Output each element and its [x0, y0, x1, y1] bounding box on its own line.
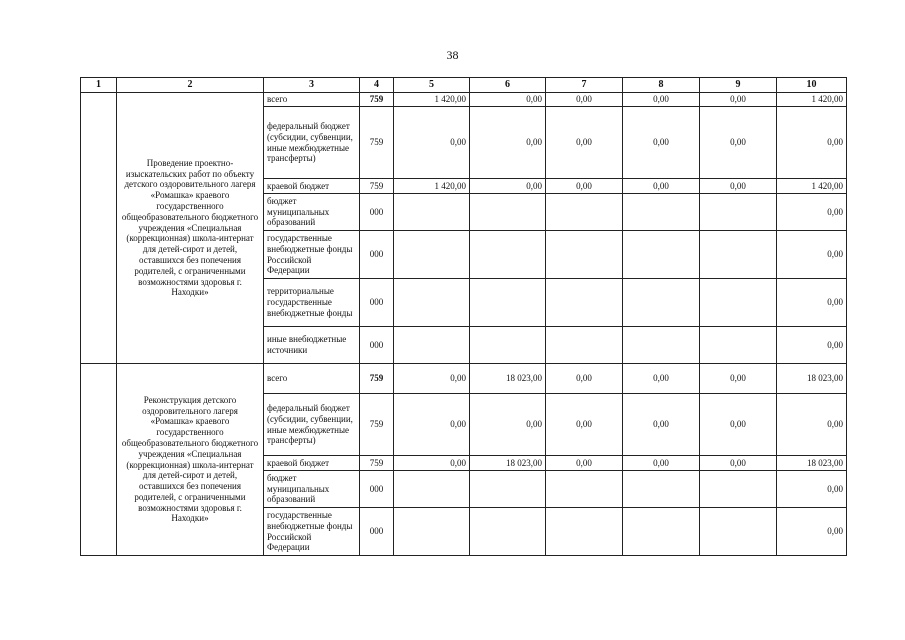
- header-cell: 9: [700, 78, 777, 93]
- value-10: 18 023,00: [777, 456, 847, 471]
- header-cell: 7: [546, 78, 623, 93]
- value-10: 0,00: [777, 471, 847, 508]
- budget-code: 759: [360, 107, 394, 179]
- funding-source: федеральный бюджет (субсидии, субвенции, иные межбюджетные трансферты): [264, 107, 360, 179]
- budget-code: 759: [360, 394, 394, 456]
- value-7: 0,00: [546, 456, 623, 471]
- value-10: 1 420,00: [777, 179, 847, 194]
- value-6: [470, 279, 546, 327]
- value-8: [623, 194, 700, 231]
- value-8: 0,00: [623, 107, 700, 179]
- value-8: [623, 327, 700, 364]
- group-description: Проведение проектно-изыскательских работ по объекту детского оздоровительного лагеря «Ромашка» краевого государственного общеобразовательного бюджетного учреждения «Специальная (коррекционная) школа-интернат для детей-сирот и детей, оставшихся без попечения родителей, с ограниченными возможностями здоровья г. Находки»: [117, 93, 264, 364]
- value-7: 0,00: [546, 107, 623, 179]
- value-7: [546, 194, 623, 231]
- funding-source: территориальные государственные внебюджетные фонды: [264, 279, 360, 327]
- value-8: 0,00: [623, 179, 700, 194]
- value-9: [700, 279, 777, 327]
- value-8: [623, 279, 700, 327]
- value-6: 0,00: [470, 93, 546, 107]
- value-5: 0,00: [394, 364, 470, 394]
- value-9: 0,00: [700, 107, 777, 179]
- funding-source: всего: [264, 93, 360, 107]
- value-7: [546, 327, 623, 364]
- value-7: [546, 508, 623, 556]
- value-9: [700, 231, 777, 279]
- value-6: [470, 327, 546, 364]
- budget-code: 000: [360, 508, 394, 556]
- value-10: 1 420,00: [777, 93, 847, 107]
- value-5: [394, 327, 470, 364]
- value-9: 0,00: [700, 364, 777, 394]
- group-description: Реконструкция детского оздоровительного лагеря «Ромашка» краевого государственного общеобразовательного бюджетного учреждения «Специальная (коррекционная) школа-интернат для детей-сирот и детей, оставшихся без попечения родителей, с ограниченными возможностями здоровья г. Находки»: [117, 364, 264, 556]
- value-5: 0,00: [394, 107, 470, 179]
- budget-code: 759: [360, 456, 394, 471]
- row-number-cell: [81, 364, 117, 556]
- header-cell: 1: [81, 78, 117, 93]
- value-9: [700, 471, 777, 508]
- value-7: 0,00: [546, 93, 623, 107]
- funding-source: федеральный бюджет (субсидии, субвенции, иные межбюджетные трансферты): [264, 394, 360, 456]
- header-cell: 5: [394, 78, 470, 93]
- header-cell: 2: [117, 78, 264, 93]
- value-9: 0,00: [700, 394, 777, 456]
- value-5: 1 420,00: [394, 179, 470, 194]
- budget-code: 759: [360, 364, 394, 394]
- funding-source: всего: [264, 364, 360, 394]
- value-5: [394, 194, 470, 231]
- funding-source: краевой бюджет: [264, 456, 360, 471]
- value-9: [700, 194, 777, 231]
- page-number: 38: [446, 48, 459, 62]
- value-5: [394, 508, 470, 556]
- value-10: 0,00: [777, 394, 847, 456]
- header-cell: 8: [623, 78, 700, 93]
- header-cell: 4: [360, 78, 394, 93]
- value-8: [623, 471, 700, 508]
- value-8: 0,00: [623, 394, 700, 456]
- value-8: 0,00: [623, 93, 700, 107]
- value-10: 0,00: [777, 327, 847, 364]
- row-number-cell: [81, 93, 117, 364]
- funding-source: иные внебюджетные источники: [264, 327, 360, 364]
- table-row: [81, 93, 847, 107]
- value-9: [700, 327, 777, 364]
- value-9: 0,00: [700, 179, 777, 194]
- header-cell: 6: [470, 78, 546, 93]
- budget-code: 000: [360, 194, 394, 231]
- value-7: 0,00: [546, 179, 623, 194]
- value-8: 0,00: [623, 364, 700, 394]
- value-7: [546, 279, 623, 327]
- value-10: 0,00: [777, 107, 847, 179]
- value-5: [394, 279, 470, 327]
- header-row: [81, 78, 847, 93]
- header-cell: 3: [264, 78, 360, 93]
- value-5: 0,00: [394, 456, 470, 471]
- value-10: 0,00: [777, 508, 847, 556]
- value-9: 0,00: [700, 93, 777, 107]
- table-row: [81, 364, 847, 394]
- value-6: 0,00: [470, 394, 546, 456]
- value-10: 18 023,00: [777, 364, 847, 394]
- value-7: 0,00: [546, 394, 623, 456]
- value-6: [470, 471, 546, 508]
- value-6: [470, 508, 546, 556]
- value-7: [546, 471, 623, 508]
- value-8: [623, 508, 700, 556]
- budget-code: 000: [360, 327, 394, 364]
- value-8: [623, 231, 700, 279]
- value-6: 18 023,00: [470, 364, 546, 394]
- value-5: 1 420,00: [394, 93, 470, 107]
- value-8: 0,00: [623, 456, 700, 471]
- value-5: 0,00: [394, 394, 470, 456]
- funding-source: государственные внебюджетные фонды Российской Федерации: [264, 508, 360, 556]
- funding-source: государственные внебюджетные фонды Российской Федерации: [264, 231, 360, 279]
- budget-code: 000: [360, 279, 394, 327]
- value-6: [470, 231, 546, 279]
- funding-source: бюджет муниципальных образований: [264, 194, 360, 231]
- funding-source: краевой бюджет: [264, 179, 360, 194]
- budget-table: [80, 77, 847, 556]
- value-7: [546, 231, 623, 279]
- value-9: 0,00: [700, 456, 777, 471]
- value-5: [394, 471, 470, 508]
- value-6: 0,00: [470, 107, 546, 179]
- value-6: [470, 194, 546, 231]
- value-6: 18 023,00: [470, 456, 546, 471]
- budget-code: 000: [360, 471, 394, 508]
- value-6: 0,00: [470, 179, 546, 194]
- header-cell: 10: [777, 78, 847, 93]
- value-10: 0,00: [777, 279, 847, 327]
- value-5: [394, 231, 470, 279]
- value-9: [700, 508, 777, 556]
- funding-source: бюджет муниципальных образований: [264, 471, 360, 508]
- budget-code: 000: [360, 231, 394, 279]
- value-10: 0,00: [777, 194, 847, 231]
- budget-code: 759: [360, 179, 394, 194]
- budget-code: 759: [360, 93, 394, 107]
- value-10: 0,00: [777, 231, 847, 279]
- value-7: 0,00: [546, 364, 623, 394]
